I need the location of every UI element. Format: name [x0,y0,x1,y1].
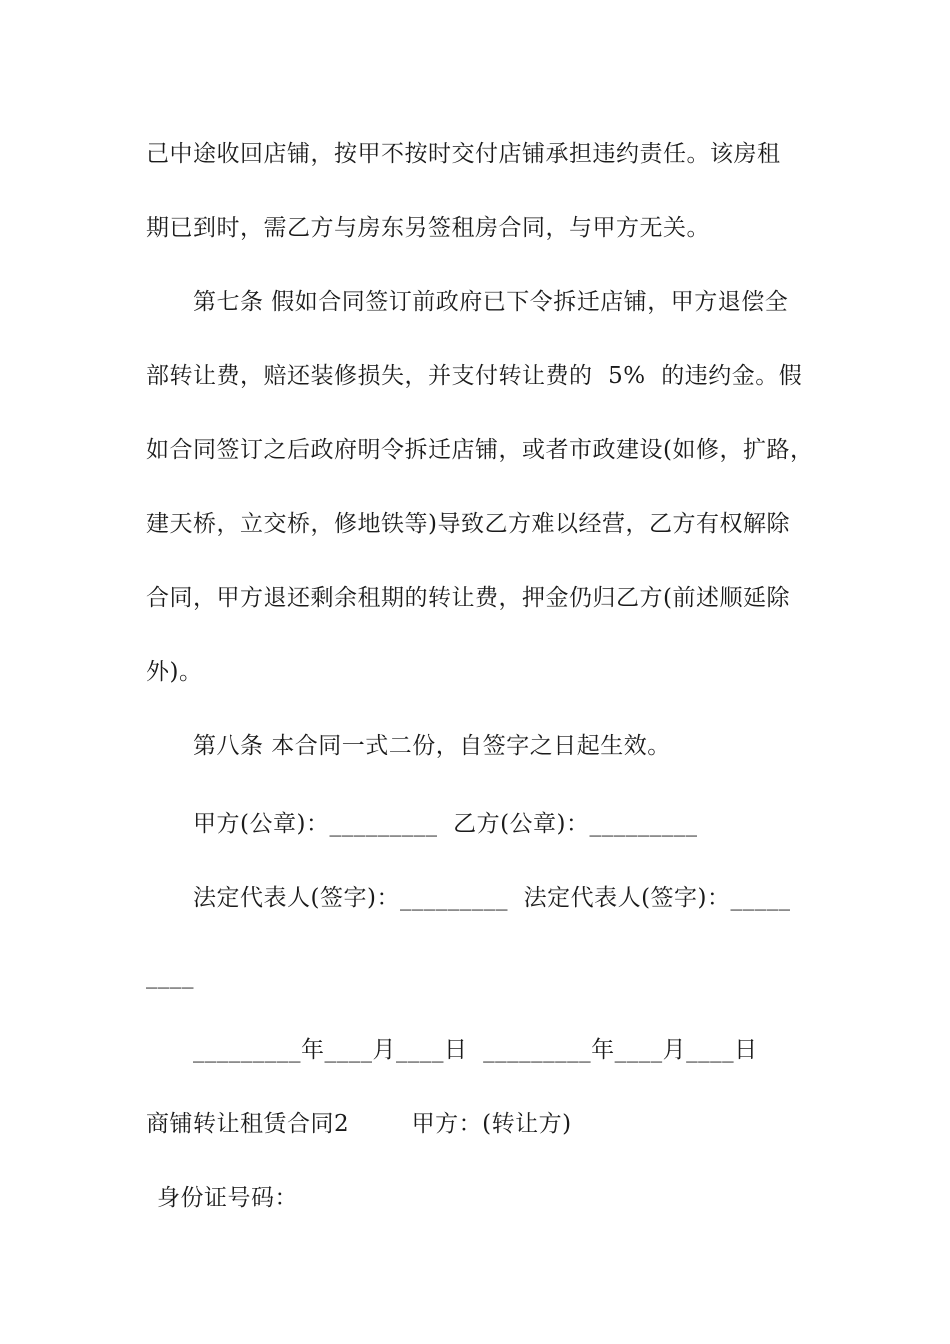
id-number-line: 身份证号码： [157,1185,298,1211]
paragraph-line: 部转让费，赔还装修损失，并支付转让费的 5% 的违约金。假 [146,363,803,389]
seal-line: 甲方(公章)：_________ 乙方(公章)：_________ [193,811,698,837]
paragraph-line: 建天桥，立交桥，修地铁等)导致乙方难以经营，乙方有权解除 [146,511,790,537]
paragraph-line: 合同，甲方退还剩余租期的转让费，押金仍归乙方(前述顺延除 [146,585,790,611]
signature-line-continued: ____ [146,963,194,989]
paragraph-line: 己中途收回店铺，按甲不按时交付店铺承担违约责任。该房租 [146,141,781,167]
contract-2-title-line: 商铺转让租赁合同2 甲方：(转让方) [146,1111,572,1137]
paragraph-line: 外)。 [146,659,203,685]
date-line: _________年____月____日 _________年____月____日 [193,1037,758,1063]
paragraph-line: 期已到时，需乙方与房东另签租房合同，与甲方无关。 [146,215,710,241]
paragraph-line: 如合同签订之后政府明令拆迁店铺，或者市政建设(如修，扩路， [146,437,814,463]
article-7-heading-line: 第七条 假如合同签订前政府已下令拆迁店铺，甲方退偿全 [193,289,789,315]
article-8-line: 第八条 本合同一式二份，自签字之日起生效。 [193,733,671,759]
signature-line: 法定代表人(签字)：_________ 法定代表人(签字)：_____ [193,885,791,911]
